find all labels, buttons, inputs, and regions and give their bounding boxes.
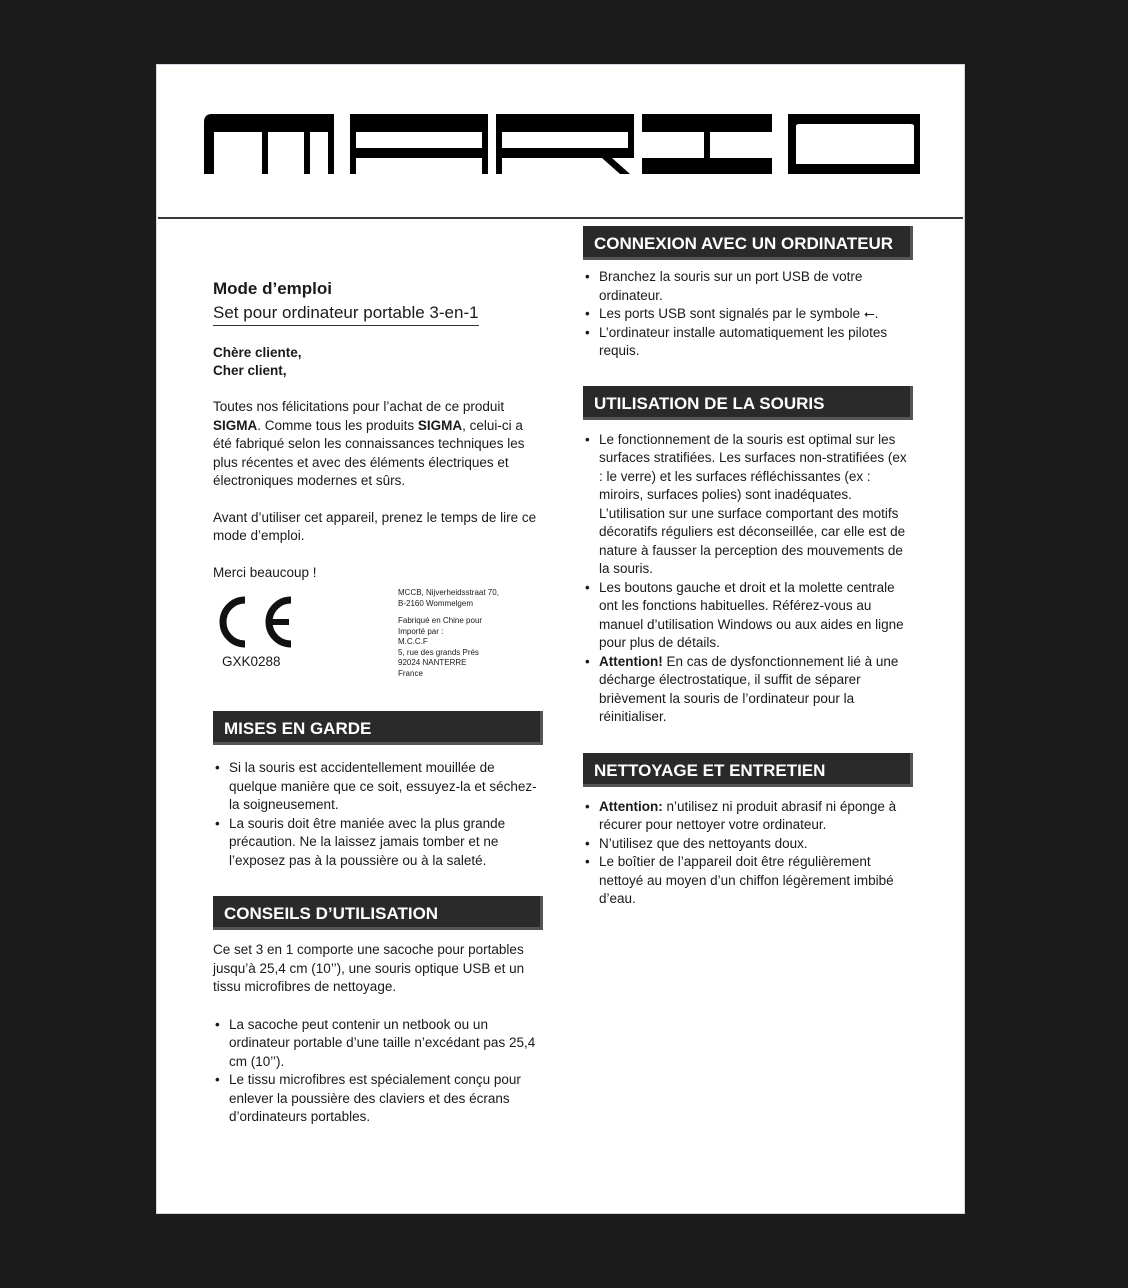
importer-line: France	[398, 668, 423, 678]
thanks-paragraph: Merci beaucoup !	[213, 564, 317, 580]
distributor-line: B-2160 Wommelgem	[398, 598, 473, 608]
importer-line: Fabriqué en Chine pour	[398, 616, 483, 625]
list-item: • N’utilisez que des nettoyants doux.	[583, 835, 913, 854]
right-column	[583, 226, 913, 909]
intro-text-3: , celui-ci a été fabriqué selon les connaissances techniques les plus récentes et avec des éléments électriques et électroniques modernes et sûrs.	[213, 417, 525, 488]
cleaning-heading: NETTOYAGE ET ENTRETIEN	[583, 753, 913, 787]
distributor-line: MCCB, Nijverheidsstraat 70,	[398, 588, 499, 597]
certification-block	[213, 588, 543, 700]
attention-label: Attention:	[599, 798, 663, 814]
connection-heading: CONNEXION AVEC UN ORDINATEUR	[583, 226, 913, 260]
connection-list	[583, 268, 913, 361]
manual-title: Mode d’emploi	[213, 279, 332, 298]
list-item: • Branchez la souris sur un port USB de votre ordinateur.	[583, 268, 913, 305]
list-item	[583, 798, 913, 835]
ce-code: GXK0288	[222, 654, 281, 669]
mouse-usage-heading: UTILISATION DE LA SOURIS	[583, 386, 913, 420]
cleaning-list	[583, 798, 913, 909]
greeting-line-2: Cher client,	[213, 363, 287, 378]
manual-page	[156, 64, 965, 1214]
left-column	[213, 279, 543, 1127]
ce-mark-icon	[213, 592, 297, 652]
greeting-line-1: Chère cliente,	[213, 345, 302, 360]
list-item: • Le tissu microfibres est spécialement conçu pour enlever la poussière des claviers et des écrans d’ordinateurs portables.	[213, 1071, 543, 1127]
before-use-paragraph: Avant d’utiliser cet appareil, prenez le temps de lire ce mode d’emploi.	[213, 509, 537, 543]
list-item: • La sacoche peut contenir un netbook ou un ordinateur portable d’une taille n’excédant pas 25,4 cm (10’’).	[213, 1016, 543, 1072]
address-block	[398, 588, 548, 679]
list-item: • L’ordinateur installe automatiquement les pilotes requis.	[583, 324, 913, 361]
list-item: • Les boutons gauche et droit et la molette centrale ont les fonctions habituelles. Référez-vous au manuel d’utilisation Windows ou aux aides en ligne pour plus de détails.	[583, 579, 913, 653]
tips-intro: Ce set 3 en 1 comporte une sacoche pour portables jusqu’à 25,4 cm (10’’), une souris optique USB et un tissu microfibres de nettoyage.	[213, 942, 525, 994]
warnings-list	[213, 759, 543, 870]
list-item: • Le boîtier de l’appareil doit être régulièrement nettoyé au moyen d’un chiffon légèrement imbibé d’eau.	[583, 853, 913, 909]
tips-list	[213, 1016, 543, 1127]
mouse-usage-list	[583, 431, 913, 727]
attention-label: Attention!	[599, 653, 663, 669]
importer-line: Importé par :	[398, 626, 444, 636]
list-item: • Les ports USB sont signalés par le symbole ⭠.	[583, 305, 913, 324]
intro-text-1: Toutes nos félicitations pour l’achat de ce produit	[213, 399, 505, 414]
intro-text-2: . Comme tous les produits	[257, 417, 418, 433]
attention-text: n’utilisez ni produit abrasif ni éponge à récurer pour nettoyer votre ordinateur.	[599, 798, 897, 832]
greeting	[213, 344, 543, 380]
importer-line: M.C.C.F	[398, 637, 428, 646]
importer-line: 5, rue des grands Prés	[398, 647, 479, 657]
manual-subtitle: Set pour ordinateur portable 3-en-1	[213, 302, 479, 326]
intro-brand-2: SIGMA	[417, 417, 463, 433]
importer-line: 92024 NANTERRE	[398, 658, 467, 667]
list-item: • La souris doit être maniée avec la plus grande précaution. Ne la laissez jamais tomber et ne l’exposez pas à la poussière ou à la saleté.	[213, 815, 543, 871]
brand-logo	[204, 114, 920, 174]
intro-brand-1: SIGMA	[213, 417, 258, 433]
list-item	[583, 653, 913, 727]
list-item: • Si la souris est accidentellement mouillée de quelque manière que ce soit, essuyez-la et séchez-la soigneusement.	[213, 759, 543, 815]
warnings-heading: MISES EN GARDE	[213, 711, 543, 745]
list-item: • Le fonctionnement de la souris est optimal sur les surfaces stratifiées. Les surfaces non-stratifiées (ex : le verre) et les surfaces réfléchissantes (ex : miroirs, surfaces polies) sont inadéquates. L’utilisation sur une surface comportant des motifs décoratifs réguliers est déconseillée, car elle est de nature à fausser la perception des mouvements de la souris.	[583, 431, 913, 579]
header-divider	[158, 217, 963, 219]
tips-heading: CONSEILS D’UTILISATION	[213, 896, 543, 930]
attention-text: En cas de dysfonctionnement lié à une décharge électrostatique, il suffit de séparer brièvement la souris de l’ordinateur pour la réinitialiser.	[599, 653, 899, 724]
intro-paragraph	[213, 398, 543, 491]
